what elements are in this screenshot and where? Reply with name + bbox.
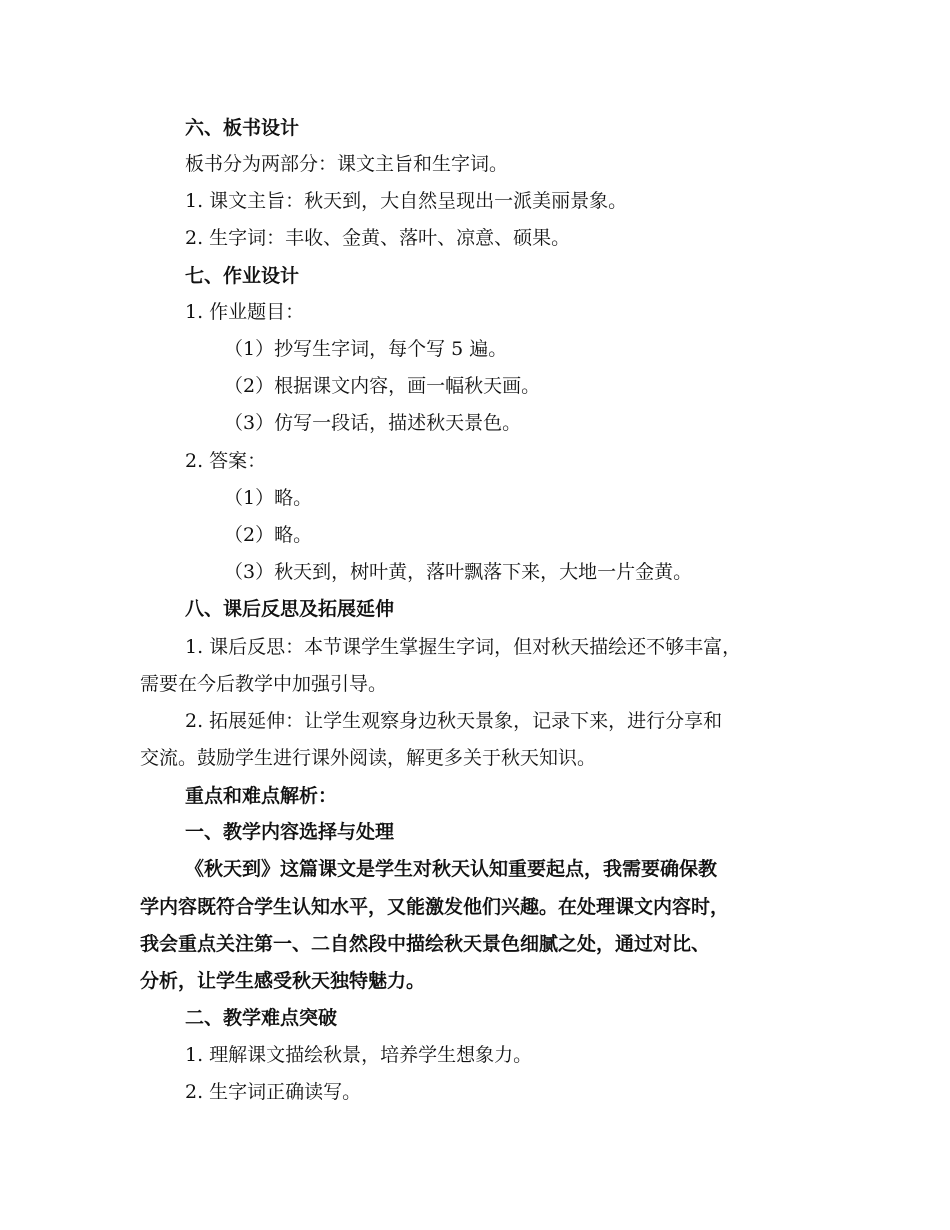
analysis-heading: 重点和难点解析： [185, 785, 338, 807]
analysis-content-line-4: 分析，让学生感受秋天独特魅力。 [140, 970, 426, 992]
reflection-paragraph-line-1: 1. 课后反思：本节课学生掌握生字词，但对秋天描绘还不够丰富， [185, 636, 742, 658]
homework-answer-3: （3）秋天到，树叶黄，落叶飘落下来，大地一片金黄。 [224, 561, 693, 583]
extension-paragraph-line-1: 2. 拓展延伸：让学生观察身边秋天景象，记录下来，进行分享和 [185, 710, 723, 732]
section-heading-reflection: 八、课后反思及拓展延伸 [185, 598, 395, 620]
analysis-subheading-difficulty: 二、教学难点突破 [185, 1007, 338, 1029]
homework-question-2: （2）根据课文内容，画一幅秋天画。 [224, 375, 541, 397]
homework-question-1: （1）抄写生字词，每个写 5 遍。 [224, 338, 508, 360]
homework-questions-label: 1. 作业题目： [185, 301, 305, 323]
difficulty-item-2: 2. 生字词正确读写。 [185, 1081, 362, 1103]
homework-question-3: （3）仿写一段话，描述秋天景色。 [224, 412, 522, 434]
analysis-content-line-3: 我会重点关注第一、二自然段中描绘秋天景色细腻之处，通过对比、 [140, 933, 711, 955]
analysis-content-line-2: 学内容既符合学生认知水平，又能激发他们兴趣。在处理课文内容时， [140, 896, 730, 918]
analysis-content-line-1: 《秋天到》这篇课文是学生对秋天认知重要起点，我需要确保教 [185, 858, 718, 880]
section-heading-board-design: 六、板书设计 [185, 117, 300, 139]
difficulty-item-1: 1. 理解课文描绘秋景，培养学生想象力。 [185, 1044, 533, 1066]
board-design-item-1: 1. 课文主旨：秋天到，大自然呈现出一派美丽景象。 [185, 190, 628, 212]
homework-answer-1: （1）略。 [224, 487, 313, 509]
homework-answer-2: （2）略。 [224, 524, 313, 546]
board-design-item-2: 2. 生字词：丰收、金黄、落叶、凉意、硕果。 [185, 227, 571, 249]
board-design-intro: 板书分为两部分：课文主旨和生字词。 [185, 153, 509, 175]
reflection-paragraph-line-2: 需要在今后教学中加强引导。 [140, 673, 388, 695]
section-heading-homework: 七、作业设计 [185, 265, 300, 287]
analysis-subheading-content: 一、教学内容选择与处理 [185, 821, 395, 843]
homework-answers-label: 2. 答案： [185, 450, 267, 472]
extension-paragraph-line-2: 交流。鼓励学生进行课外阅读，解更多关于秋天知识。 [140, 747, 597, 769]
